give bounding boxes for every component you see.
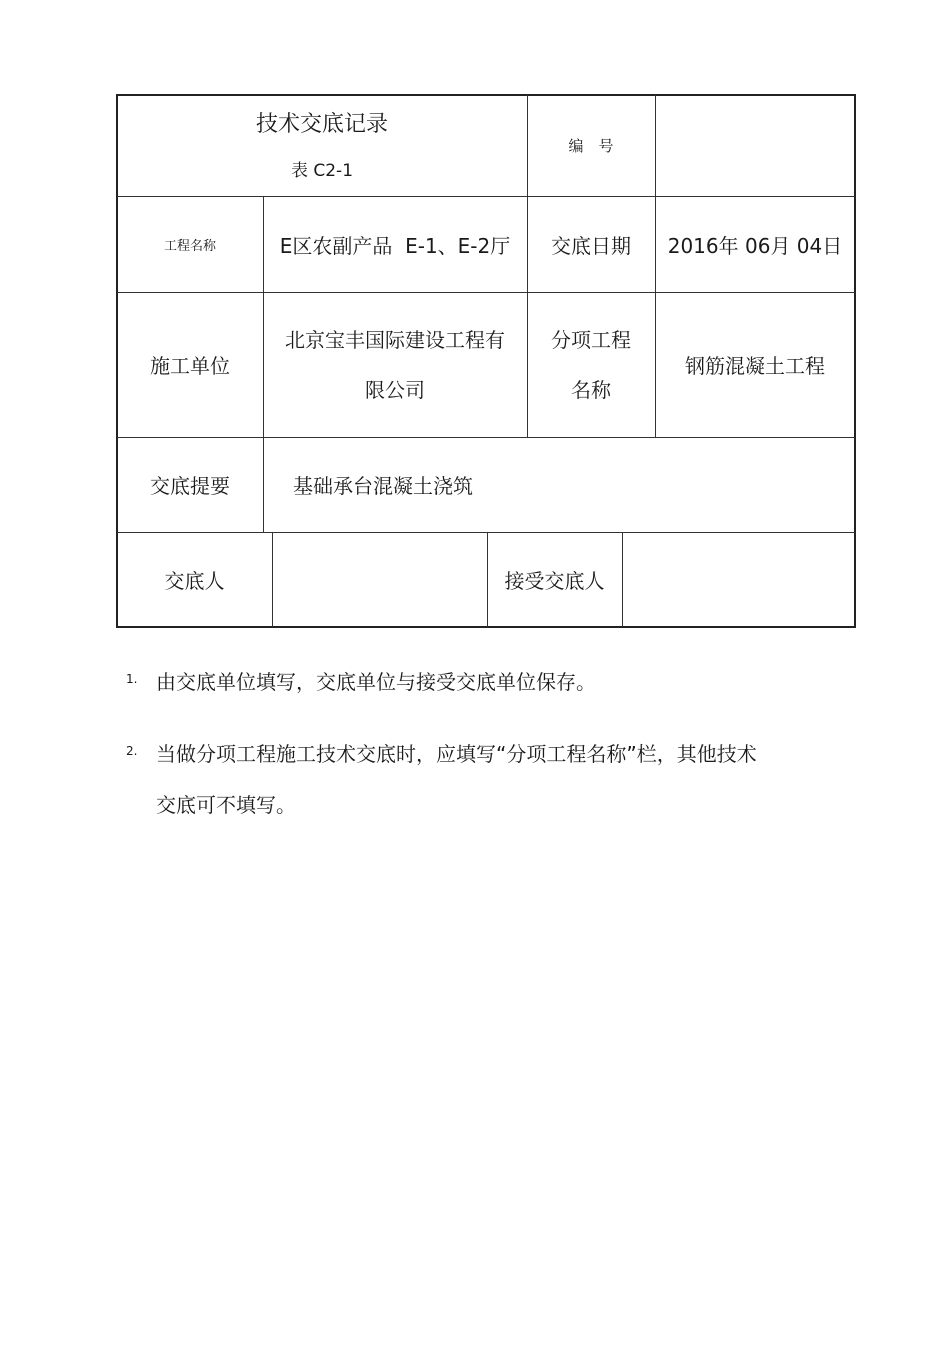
title-cell [117,95,527,196]
note-text: 交底可不填写。 [156,793,296,817]
sub-project-label [527,292,655,437]
project-name-value[interactable]: E区农副产品 E-1、E-2厅 [279,233,511,258]
handover-date-value[interactable]: 2016年 06月 04日 [667,233,843,258]
handover-date-label: 交底日期 [551,233,631,258]
receiver-label: 接受交底人 [504,569,605,593]
number-field[interactable] [655,95,855,196]
receiver-field[interactable] [622,532,855,627]
sub-project-value[interactable]: 钢筋混凝土工程 [685,354,825,378]
note-number: 1. [126,672,138,686]
note-text: 当做分项工程施工技术交底时，应填写“分项工程名称”栏，其他技术 [156,742,757,766]
project-name-label: 工程名称 [163,238,216,254]
sub-project-label-line: 名称 [571,377,611,402]
construction-unit-label: 施工单位 [150,354,230,378]
sub-project-label-line: 分项工程 [551,327,631,352]
form-code: 表 C2-1 [290,161,354,181]
construction-unit-line: 限公司 [365,377,425,402]
summary-label: 交底提要 [150,474,230,498]
form-title: 技术交底记录 [255,112,388,137]
summary-value[interactable]: 基础承台混凝土浇筑 [293,474,473,498]
construction-unit-value[interactable] [263,292,527,437]
presenter-field[interactable] [272,532,487,627]
construction-unit-line: 北京宝丰国际建设工程有 [285,327,505,352]
note-text: 由交底单位填写，交底单位与接受交底单位保存。 [156,670,596,694]
note-number: 2. [126,744,138,758]
presenter-label: 交底人 [164,569,225,593]
number-label: 编 号 [568,137,614,155]
